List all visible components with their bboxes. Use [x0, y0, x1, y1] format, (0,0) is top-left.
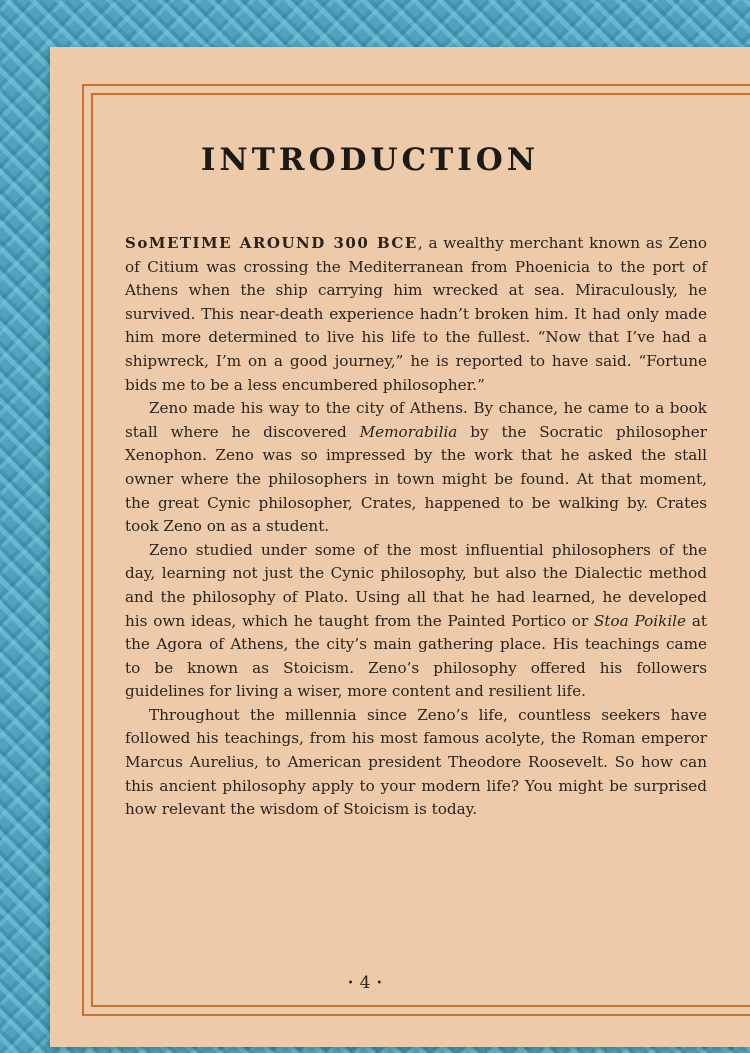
chapter-heading: INTRODUCTION	[200, 142, 540, 178]
book-title-italic: Memorabilia	[359, 422, 458, 441]
lead-in-caps: SoMETIME AROUND 300 BCE	[125, 234, 418, 252]
book-page	[50, 47, 750, 1047]
paragraph-4: Throughout the millennia since Zeno’s life, countless seekers have followed his teachings, from his most famous acolyte, the Roman emperor Marcus Aurelius, to American president Theodore Roosevelt. So how can this ancient philosophy apply to your modern life? You might be surprised how relevant the wisdom of Stoicism is today.	[125, 705, 707, 819]
folio-dot-left: •	[347, 978, 354, 989]
paragraph-2: Zeno made his way to the city of Athens. By chance, he came to a book stall where he discovered Memorabilia by the Socratic philosopher Xenophon. Zeno was so impressed by the work that he asked the stall owner where the philosophers in town might be found. At that moment, the great Cynic philosopher, Crates, happened to be walking by. Crates took Zeno on as a student.	[125, 399, 708, 536]
page-number: • 4 •	[347, 973, 383, 993]
paragraph-1: SoMETIME AROUND 300 BCE, a wealthy merchant known as Zeno of Citium was crossing the Mediterranean from Phoenicia to the port of Athens when the ship carrying him wrecked at sea. Miraculously, he survived. This near-death experience hadn’t broken him. It had only made him more determined to live his life to the fullest. “Now that I’ve had a shipwreck, I’m on a good journey,” he is reported to have said. “Fortune bids me to be a less encumbered philosopher.”	[125, 234, 707, 394]
paragraph-3: Zeno studied under some of the most influential philosophers of the day, learning not just the Cynic philosophy, but also the Dialectic method and the philosophy of Plato. Using all that he had learned, he developed his own ideas, which he taught from the Painted Portico or Stoa Poikile at the Agora of Athens, the city’s main gathering place. His teachings came to be known as Stoicism. Zeno’s philosophy offered his followers guidelines for living a wiser, more content and resilient life.	[125, 540, 707, 701]
body-text	[125, 232, 707, 822]
place-name-italic: Stoa Poikile	[594, 611, 687, 630]
folio-dot-right: •	[376, 978, 383, 989]
